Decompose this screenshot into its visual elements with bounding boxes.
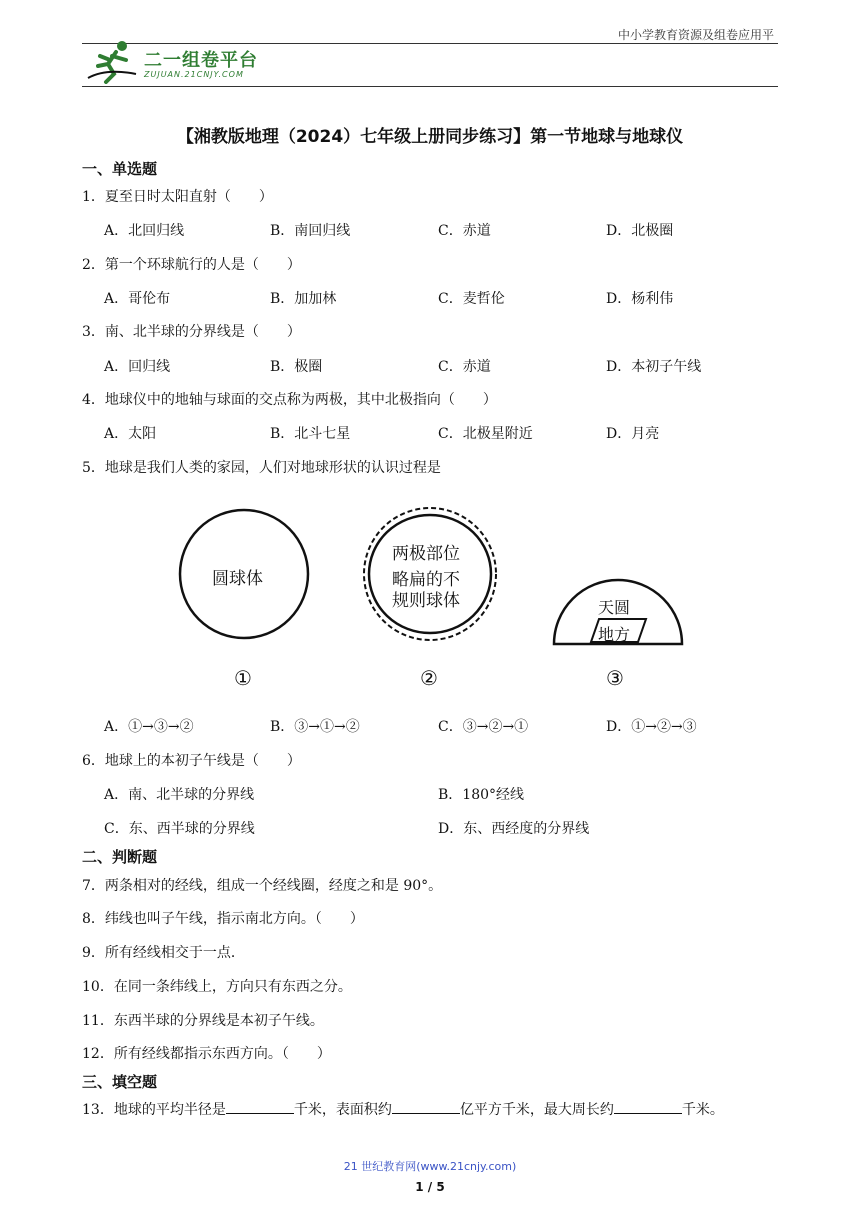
ellipsoid-label-line1: 两极部位 xyxy=(392,544,460,564)
q4-option-d: D．月亮 xyxy=(606,426,660,442)
question-1-stem: 1．夏至日时太阳直射（ ） xyxy=(82,189,273,205)
question-5-stem: 5．地球是我们人类的家园，人们对地球形状的认识过程是 xyxy=(82,460,441,476)
header-platform-text: 中小学教育资源及组卷应用平 xyxy=(617,28,774,42)
ellipsoid-label-line2: 略扁的不 xyxy=(392,570,460,590)
ellipsoid-label-line3: 规则球体 xyxy=(392,591,460,611)
q1-option-c: C．赤道 xyxy=(438,223,491,239)
q3-option-b: B．极圈 xyxy=(270,359,323,375)
question-6-stem: 6．地球上的本初子午线是（ ） xyxy=(82,753,301,769)
q1-option-a: A．北回归线 xyxy=(104,223,185,239)
question-7: 7．两条相对的经线，组成一个经线圈，经度之和是 90°。 xyxy=(82,878,443,894)
question-12: 12．所有经线都指示东西方向。（ ） xyxy=(82,1046,331,1062)
sky-label: 天圆 xyxy=(598,598,631,617)
question-4-stem: 4．地球仪中的地轴与球面的交点称为两极，其中北极指向（ ） xyxy=(82,392,497,408)
q1-option-b: B．南回归线 xyxy=(270,223,351,239)
figure-label-2: ② xyxy=(420,666,438,690)
q5-option-c: C．③→②→① xyxy=(438,719,529,735)
figure-label-3: ③ xyxy=(606,666,624,690)
figure-label-1: ① xyxy=(234,666,252,690)
q1-option-d: D．北极圈 xyxy=(606,223,674,239)
section-heading-single-choice: 一、单选题 xyxy=(82,160,158,178)
runner-logo-icon xyxy=(86,38,142,84)
question-9: 9．所有经线相交于一点． xyxy=(82,945,245,961)
q13-part3: 亿平方千米，最大周长约 xyxy=(459,1102,614,1118)
q4-option-b: B．北斗七星 xyxy=(270,426,351,442)
header-bottom-divider xyxy=(82,86,778,87)
section-heading-true-false: 二、判断题 xyxy=(82,848,158,866)
q13-blank-radius[interactable] xyxy=(226,1099,294,1114)
question-13 xyxy=(82,1099,724,1119)
q13-blank-area[interactable] xyxy=(392,1099,460,1114)
q2-option-c: C．麦哲伦 xyxy=(438,291,505,307)
page-title: 【湘教版地理（2024）七年级上册同步练习】第一节地球与地球仪 xyxy=(176,127,684,147)
q4-option-a: A．太阳 xyxy=(104,426,157,442)
q6-option-c: C．东、西半球的分界线 xyxy=(104,821,255,837)
q3-option-c: C．赤道 xyxy=(438,359,491,375)
q2-option-a: A．哥伦布 xyxy=(104,291,171,307)
q6-option-d: D．东、西经度的分界线 xyxy=(438,821,590,837)
page-number: 1 / 5 xyxy=(415,1180,445,1194)
earth-shape-figure xyxy=(112,492,752,698)
question-10: 10．在同一条纬线上，方向只有东西之分。 xyxy=(82,979,352,995)
sphere-label: 圆球体 xyxy=(212,569,263,589)
q5-option-d: D．①→②→③ xyxy=(606,719,697,735)
question-8: 8．纬线也叫子午线，指示南北方向。（ ） xyxy=(82,911,364,927)
q13-part2: 千米，表面积约 xyxy=(293,1102,392,1118)
q2-option-d: D．杨利伟 xyxy=(606,291,674,307)
q2-option-b: B．加加林 xyxy=(270,291,337,307)
question-2-stem: 2．第一个环球航行的人是（ ） xyxy=(82,257,301,273)
logo-subtext: ZUJUAN.21CNJY.COM xyxy=(144,70,244,79)
section-heading-fill-blank: 三、填空题 xyxy=(82,1073,158,1091)
site-logo xyxy=(86,38,276,84)
q13-blank-circumference[interactable] xyxy=(614,1099,682,1114)
logo-text: 二一组卷平台 xyxy=(144,50,258,71)
question-11: 11．东西半球的分界线是本初子午线。 xyxy=(82,1013,324,1029)
q3-option-a: A．回归线 xyxy=(104,359,171,375)
q5-option-a: A．①→③→② xyxy=(104,719,194,735)
q13-part1: 13．地球的平均半径是 xyxy=(82,1102,226,1118)
q4-option-c: C．北极星附近 xyxy=(438,426,533,442)
q6-option-b: B．180°经线 xyxy=(438,787,525,803)
q13-part4: 千米。 xyxy=(681,1102,724,1118)
q3-option-d: D．本初子午线 xyxy=(606,359,702,375)
footer-site-link[interactable]: 21 世纪教育网(www.21cnjy.com) xyxy=(343,1160,517,1173)
q5-option-b: B．③→①→② xyxy=(270,719,360,735)
question-3-stem: 3．南、北半球的分界线是（ ） xyxy=(82,324,301,340)
earth-label: 地方 xyxy=(598,625,631,644)
q6-option-a: A．南、北半球的分界线 xyxy=(104,787,255,803)
